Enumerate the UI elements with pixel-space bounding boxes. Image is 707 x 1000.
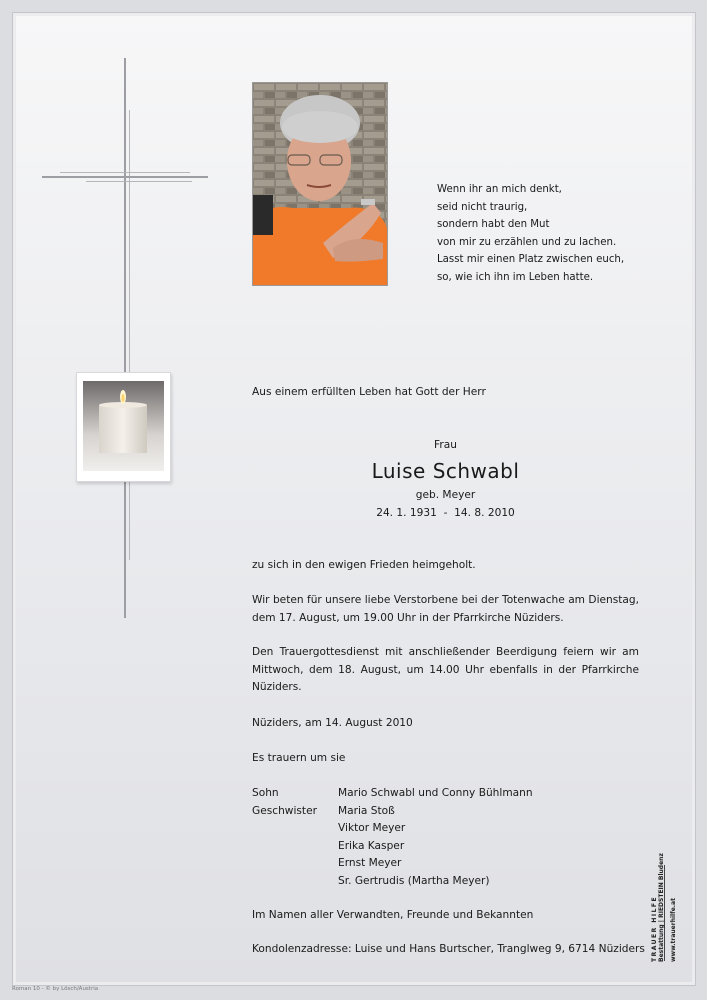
poem-line: seid nicht traurig, [437, 201, 528, 213]
poem-line: von mir zu erzählen und zu lachen. [437, 236, 617, 248]
condolence-address: Kondolenzadresse: Luise und Hans Burtscher, Tranglweg 9, 6714 Nüziders [252, 943, 645, 955]
place-date: Nüziders, am 14. August 2010 [252, 717, 413, 729]
mourner-names: Maria Stoß [338, 804, 395, 817]
wake-text: Wir beten für unsere liebe Verstorbene bei der Totenwache am Dienstag, dem 17. August, um 19.00 Uhr in der Pfarrkirche Nüziders. [252, 594, 639, 624]
poem-line: Wenn ihr an mich denkt, [437, 184, 562, 195]
poem-line: Lasst mir einen Platz zwischen euch, [437, 254, 625, 266]
candle-image [76, 372, 171, 482]
first-name: Luise [371, 459, 426, 483]
imprint-line1: Bestattung | RIEDSTEIN Bludenz [658, 853, 665, 962]
closing-text: Im Namen aller Verwandten, Freunde und Bekannten [252, 909, 534, 921]
mourner-names: Ernst Meyer [338, 857, 402, 869]
peace-text: zu sich in den ewigen Frieden heimgeholt. [252, 559, 476, 571]
mourner-names: Mario Schwabl und Conny Bühlmann [338, 787, 533, 799]
mourner-names: Viktor Meyer [338, 822, 406, 834]
mourners-intro: Es trauern um sie [252, 752, 346, 764]
mourner-names: Erika Kasper [338, 839, 405, 852]
salutation: Frau [434, 439, 457, 451]
life-dates: 24. 1. 1931 - 14. 8. 2010 [376, 507, 515, 519]
poem-line: sondern habt den Mut [437, 219, 550, 231]
maiden-name: geb. Meyer [415, 489, 476, 501]
imprint-url: www.trauerhilfe.at [670, 898, 677, 962]
mourner-role: Geschwister [252, 804, 317, 817]
poem-line: so, wie ich ihn im Leben hatte. [437, 271, 594, 283]
portrait-photo [252, 82, 388, 286]
intro-text: Aus einem erfüllten Leben hat Gott der Herr [252, 386, 486, 398]
deceased-name [252, 459, 639, 483]
imprint-brand: TRAUER HILFE [651, 895, 658, 962]
mourner-role: Sohn [252, 787, 279, 799]
footer-note: Roman 10 - © by Lösch/Austria [12, 986, 99, 992]
funeral-text: Den Trauergottesdienst mit anschließender Beerdigung feiern wir am Mittwoch, dem 18. August, um 14.00 Uhr ebenfalls in der Pfarrkirche Nüziders. [252, 646, 639, 693]
poem [437, 181, 624, 287]
mourner-names: Sr. Gertrudis (Martha Meyer) [338, 874, 490, 887]
last-name: Schwabl [432, 459, 520, 483]
